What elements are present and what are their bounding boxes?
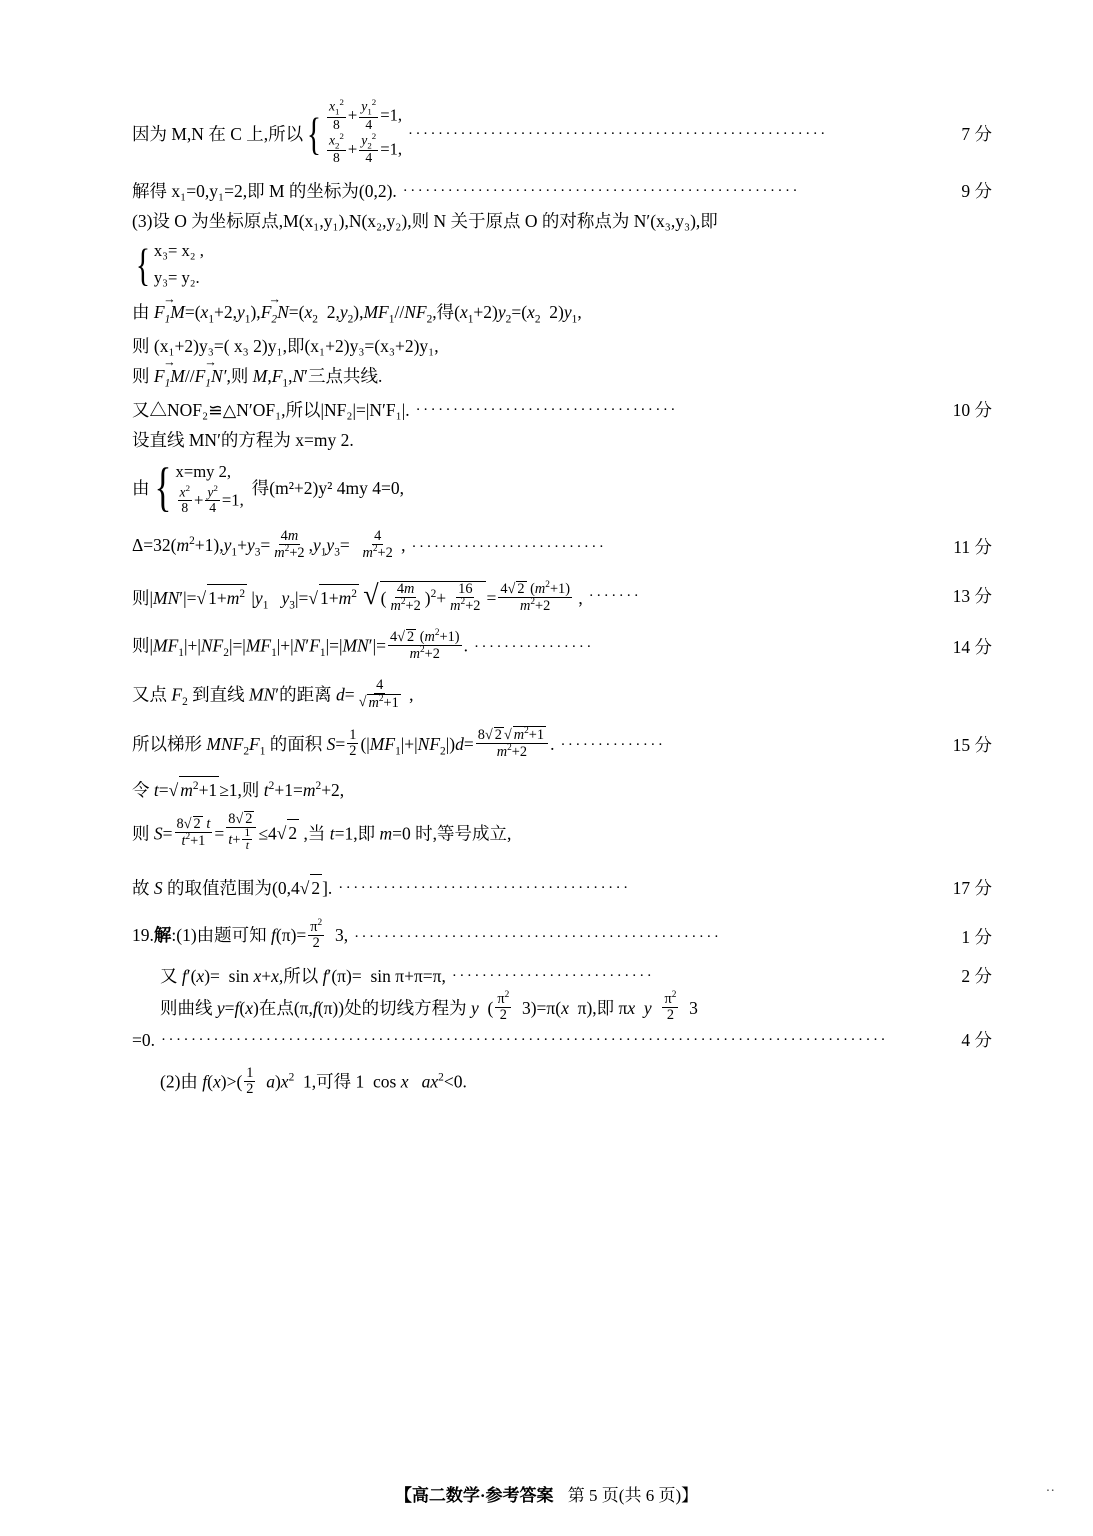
line-distance: [132, 676, 992, 713]
line-text: $\Delta=32(m^2+1),y_1+y_3=$ $\frac{4m}{m^2+2}$ $,y_1y_3=$ $\frac{4}{m^2+2}$ ,: [132, 527, 406, 561]
line-vectors: [132, 299, 992, 329]
score-mark: 7 分: [961, 123, 992, 144]
line-9-marks: [132, 178, 992, 204]
left-brace-icon: {: [154, 457, 171, 518]
equation-row: $\frac{x^2}{8}$ + $\frac{y^2}{4}$ =1,: [179, 482, 244, 515]
line-system-solve: [132, 459, 992, 517]
leader-dots: ················: [473, 639, 594, 656]
score-mark: 13 分: [952, 585, 992, 606]
line-text: 则 (x₁+2)y₃=( x₃ 2)y₁,即(x₁+2)y₃=(x₃+2)y₁,: [132, 335, 439, 356]
footer-page-number: 第 5 页(共 6 页)】: [567, 1486, 699, 1505]
line-text: 故 S 的取值范围为(0,4√ 2 ].: [132, 874, 332, 901]
line-text: (2)由 f(x)>( $\frac{1}{2}$ $a)x^2$ 1,可得 1 cos x $ax^2<0$.: [160, 1064, 467, 1097]
score-mark: 2 分: [961, 966, 992, 987]
line-4-marks: [132, 1027, 992, 1053]
equation-system-2: [132, 238, 204, 291]
line-text: 所以梯形 $MNF_2F_1$ 的面积 S= $\frac{1}{2}$ $(|MF_1|+|NF_2|)d=$ $\frac{8√ 2 √ m^2+1}{m^2+2}$ .: [132, 726, 555, 761]
left-brace-icon: {: [135, 238, 151, 290]
line-14-marks: [132, 627, 992, 664]
line-text: 则 $F_1M \to//F_1N'$ →,则 $M,F_1,N'$三点共线.: [132, 363, 382, 393]
line-substitution: [132, 333, 992, 359]
line-q19-derivative: [132, 963, 992, 989]
line-text: 由 $F_1M \to=(x_1+2,y_1),F_2N \to=(x_2$ $2,y_2),MF_1//NF_2$,得$(x_1+2)y_2=(x_2$ $2)y_1$,: [132, 299, 582, 329]
line-text: 则曲线 y=f(x)在点(π,f(π))处的切线方程为 y ( $\frac{\pi^2}{2}$ 3)=π(x π),即 πx y $\frac{\pi^2}{2}$ 3: [160, 990, 698, 1024]
line-line-equation: [132, 427, 992, 453]
line-13-marks: [132, 575, 992, 617]
equation-stack: [176, 459, 244, 517]
line-symmetric-point-system: [132, 238, 992, 291]
line-text: 19.解:(1)由题可知 f(π)= $\frac{\pi^2}{2}$ 3,: [132, 918, 349, 952]
line-text: 又点 $F_2$ 到直线 MN′的距离 d= $\frac{4}{√ m^2+1}$ ,: [132, 676, 414, 711]
score-mark: 15 分: [952, 735, 992, 756]
left-brace-icon: {: [306, 107, 322, 159]
line-text: 又 f′(x)= sin x+x,所以 f′(π)= sin π+π=π,: [160, 966, 446, 987]
line-17-marks: [132, 874, 992, 901]
leader-dots: ···································: [415, 401, 678, 418]
line-text: 设直线 MN′的方程为 x=my 2.: [132, 430, 354, 450]
line-7-marks: [132, 96, 992, 168]
equation-row: x=my 2,: [175, 462, 232, 482]
leader-dots: ··························: [411, 538, 607, 555]
leader-dots: ·················································: [354, 929, 722, 946]
line-10-marks: [132, 397, 992, 423]
line-q19-1: [132, 918, 992, 953]
page-corner-mark: ··: [1045, 1484, 1055, 1499]
equation-row: y₃= y₂.: [153, 267, 200, 287]
line-collinear: [132, 363, 992, 393]
equation-row: $\frac{x_1^2}{8}$ + $\frac{y_1^2}{4}$ =1,: [328, 96, 403, 132]
line-q19-part2: [132, 1064, 992, 1099]
leader-dots: ···························: [451, 968, 655, 985]
page-footer: [0, 1481, 1093, 1506]
line-lead-text: 因为 M,N 在 C 上,所以: [132, 123, 304, 144]
line-text: 则|MN′|=√ $1+m^2$ $|y_1$ $y_3|=√$ $1+m^2$ √ ( $\frac{4m}{m^2+2}$ )$^2$+ $\frac{16}{m^2+2}$ = $\frac{4√ 2 (m^2+1)}{m^2+2}$ ,: [132, 579, 583, 615]
leader-dots: ·····················································: [402, 182, 801, 199]
line-part3-intro: [132, 208, 992, 234]
line-text: 则 S= $\frac{8√ 2 t}{t^2+1}$ = 8√ 2 t+ $\frac{1}{t}$ ≤4√ 2 ,当 t=1,即 m=0 时,等号成立,: [132, 811, 512, 852]
equation-stack: [154, 238, 204, 291]
line-lead-text: 由: [132, 477, 150, 498]
line-text: 解得 x₁=0,y₁=2,即 M 的坐标为(0,2).: [132, 180, 397, 201]
leader-dots: ··············: [560, 737, 666, 754]
score-mark: 9 分: [961, 180, 992, 201]
footer-title: 【高二数学·参考答案: [394, 1486, 554, 1505]
line-text: 则$|MF_1|+|NF_2|=|MF_1|+|N'F_1|=|MN'|=$ $\frac{4√ 2 (m^2+1)}{m^2+2}$ .: [132, 627, 468, 662]
score-mark: 11 分: [953, 536, 992, 557]
score-mark: 4 分: [961, 1030, 992, 1051]
leader-dots: ·······: [588, 587, 642, 604]
equation-system-3: [150, 459, 244, 517]
equation-row: $\frac{x_2^2}{8}$ + $\frac{y_2^2}{4}$ =1,: [328, 130, 403, 166]
line-result-text: 得(m²+2)y² 4my 4=0,: [251, 477, 404, 498]
score-mark: 14 分: [952, 637, 992, 658]
line-text: =0.: [132, 1030, 155, 1051]
leader-dots: ·······································: [338, 879, 631, 896]
leader-dots: ························································: [408, 125, 828, 142]
score-mark: 17 分: [952, 877, 992, 898]
line-text: (3)设 O 为坐标原点,M(x₁,y₁),N(x₂,y₂),则 N 关于原点 O 的对称点为 N′(x₃,y₃),即: [132, 210, 718, 231]
equation-row: x₃= x₂ ,: [153, 241, 204, 261]
line-max-value: [132, 811, 992, 857]
score-mark: 1 分: [961, 927, 992, 948]
score-mark: 10 分: [952, 399, 992, 420]
equation-system-1: [303, 96, 403, 168]
answer-body: [132, 96, 992, 1103]
line-15-marks: [132, 726, 992, 763]
leader-dots: ·································································································: [161, 1032, 889, 1049]
line-text: 令 t=√ $m^2+1 \ge 1$,则 $t^2+1=m^2+2$,: [132, 776, 344, 803]
line-q19-tangent: [132, 990, 992, 1026]
line-substitute-t: [132, 776, 992, 803]
equation-stack: [325, 96, 403, 168]
line-11-marks: [132, 527, 992, 563]
line-text: 又△NOF₂≌△N′OF₁,所以|NF₂|=|N′F₁|.: [132, 399, 410, 420]
